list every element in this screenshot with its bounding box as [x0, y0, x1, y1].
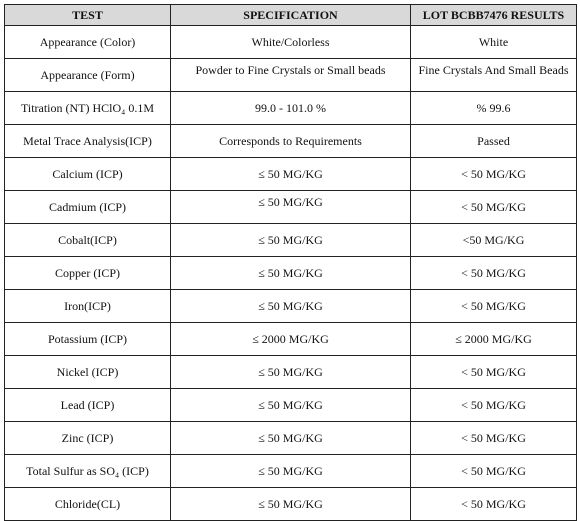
table-row [5, 455, 577, 488]
table-row [5, 224, 577, 257]
table-row [5, 323, 577, 356]
table-row [5, 26, 577, 59]
spec-cell: ≤ 50 MG/KG [171, 257, 411, 290]
result-cell: < 50 MG/KG [411, 455, 577, 488]
result-cell: White [411, 26, 577, 59]
spec-cell: White/Colorless [171, 26, 411, 59]
table-row [5, 257, 577, 290]
table-header-row [5, 5, 577, 26]
test-cell: Appearance (Color) [5, 26, 171, 59]
test-cell: Lead (ICP) [5, 389, 171, 422]
header-test: TEST [5, 5, 171, 26]
spec-cell: ≤ 50 MG/KG [171, 389, 411, 422]
table-row [5, 191, 577, 224]
test-cell: Copper (ICP) [5, 257, 171, 290]
table-row [5, 290, 577, 323]
test-cell: Chloride(CL) [5, 488, 171, 521]
result-cell: ≤ 2000 MG/KG [411, 323, 577, 356]
result-cell: < 50 MG/KG [411, 290, 577, 323]
table-row [5, 488, 577, 521]
spec-cell: ≤ 50 MG/KG [171, 158, 411, 191]
table-row [5, 389, 577, 422]
test-cell: Zinc (ICP) [5, 422, 171, 455]
spec-cell: ≤ 50 MG/KG [171, 422, 411, 455]
test-cell: Appearance (Form) [5, 59, 171, 92]
table-row [5, 422, 577, 455]
table-row [5, 92, 577, 125]
test-cell: Iron(ICP) [5, 290, 171, 323]
test-cell: Calcium (ICP) [5, 158, 171, 191]
result-cell: Passed [411, 125, 577, 158]
result-cell: < 50 MG/KG [411, 389, 577, 422]
spec-cell: ≤ 50 MG/KG [171, 224, 411, 257]
spec-cell: ≤ 2000 MG/KG [171, 323, 411, 356]
test-cell: Potassium (ICP) [5, 323, 171, 356]
spec-cell: Powder to Fine Crystals or Small beads [171, 59, 411, 92]
test-cell: Cobalt(ICP) [5, 224, 171, 257]
result-cell: % 99.6 [411, 92, 577, 125]
test-cell: Nickel (ICP) [5, 356, 171, 389]
test-cell: Titration (NT) HClO₄ 0.1M [5, 92, 171, 125]
table-row [5, 356, 577, 389]
result-cell: < 50 MG/KG [411, 422, 577, 455]
spec-cell: ≤ 50 MG/KG [171, 455, 411, 488]
result-cell: < 50 MG/KG [411, 488, 577, 521]
specification-table [4, 4, 577, 521]
test-cell: Metal Trace Analysis(ICP) [5, 125, 171, 158]
header-specification: SPECIFICATION [171, 5, 411, 26]
table-row [5, 158, 577, 191]
spec-cell: ≤ 50 MG/KG [171, 191, 411, 224]
test-cell: Total Sulfur as SO₄ (ICP) [5, 455, 171, 488]
spec-cell: ≤ 50 MG/KG [171, 488, 411, 521]
result-cell: < 50 MG/KG [411, 356, 577, 389]
spec-cell: 99.0 - 101.0 % [171, 92, 411, 125]
result-cell: < 50 MG/KG [411, 257, 577, 290]
result-cell: < 50 MG/KG [411, 191, 577, 224]
header-results: LOT BCBB7476 RESULTS [411, 5, 577, 26]
table-row [5, 125, 577, 158]
spec-cell: ≤ 50 MG/KG [171, 290, 411, 323]
spec-cell: ≤ 50 MG/KG [171, 356, 411, 389]
spec-cell: Corresponds to Requirements [171, 125, 411, 158]
table-row [5, 59, 577, 92]
result-cell: <50 MG/KG [411, 224, 577, 257]
test-cell: Cadmium (ICP) [5, 191, 171, 224]
result-cell: < 50 MG/KG [411, 158, 577, 191]
result-cell: Fine Crystals And Small Beads [411, 59, 577, 92]
